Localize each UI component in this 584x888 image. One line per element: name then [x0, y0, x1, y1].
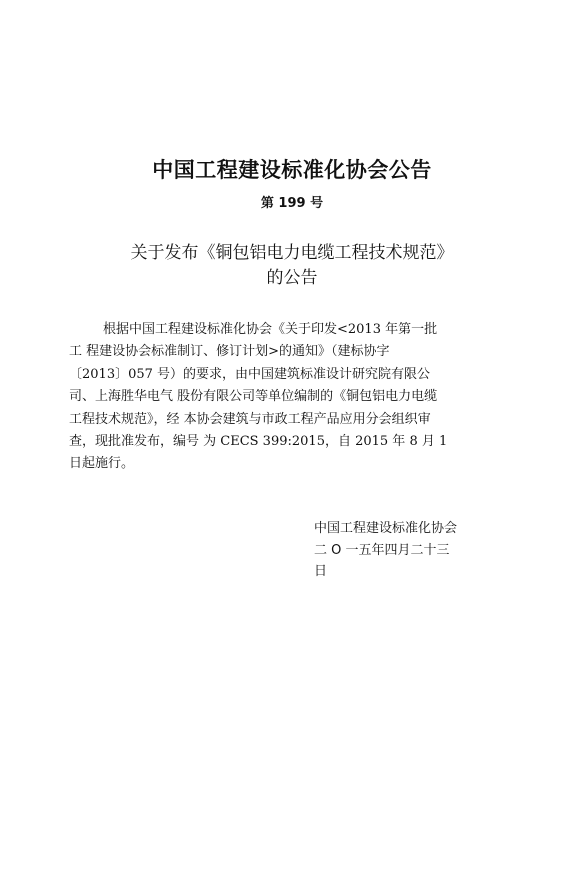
announcement-title: 中国工程建设标准化协会公告	[152, 158, 432, 182]
body-line-1: 根据中国工程建设标准化协会《关于印发<2013 年第一批	[103, 322, 438, 337]
body-line-6: 查，现批准发布，编号 为 CECS 399:2015，自 2015 年 8 月 1	[69, 433, 448, 449]
body-line-3: 〔2013〕057 号）的要求，由中国建筑标准设计研究院有限公	[69, 366, 431, 382]
announcement-body	[69, 319, 519, 476]
body-line-2: 工 程建设协会标准制订、修订计划>的通知》（建标协字	[69, 344, 390, 360]
announcement-subtitle-line1: 关于发布《铜包铝电力电缆工程技术规范》	[130, 243, 454, 263]
body-line-5: 工程技术规范》，经 本协会建筑与市政工程产品应用分会组织审	[69, 411, 431, 427]
signature-date-line1: 二 O 一五年四月二十三	[314, 543, 450, 558]
announcement-number: 第 199 号	[260, 196, 324, 211]
body-line-4: 司、上海胜华电气 股份有限公司等单位编制的《铜包铝电力电缆	[69, 389, 438, 405]
signature-date-line2: 日	[314, 564, 328, 579]
signature-organization: 中国工程建设标准化协会	[314, 521, 458, 536]
announcement-subtitle-line2: 的公告	[266, 268, 318, 288]
body-line-7: 日起施行。	[69, 456, 135, 472]
